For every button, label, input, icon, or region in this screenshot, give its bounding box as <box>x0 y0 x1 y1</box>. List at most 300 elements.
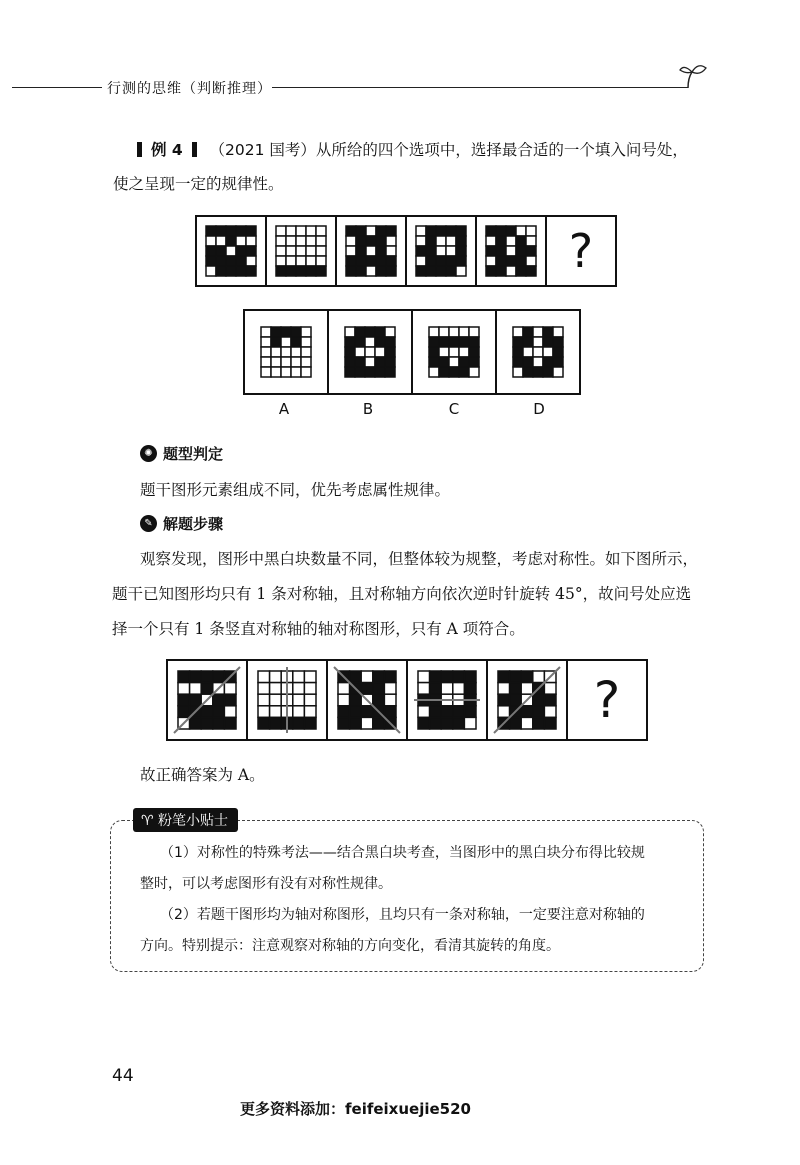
grid-block <box>346 236 356 246</box>
grid-block <box>464 683 476 695</box>
grid-block <box>506 246 516 256</box>
grid-block <box>226 226 236 236</box>
grid-block <box>543 327 553 337</box>
grid-block <box>533 706 545 718</box>
grid-block <box>270 706 282 718</box>
tips-p2-line1: （2）若题干图形均为轴对称图形，且均只有一条对称轴，一定要注意对称轴的 <box>160 907 645 923</box>
grid-block <box>510 717 522 729</box>
grid-block <box>373 683 385 695</box>
grid-block <box>533 327 543 337</box>
question-figure-2 <box>265 215 337 287</box>
grid-block <box>291 357 301 367</box>
example-bar-right <box>192 142 197 157</box>
grid-block <box>526 246 536 256</box>
grid-block <box>271 357 281 367</box>
grid-block <box>516 236 526 246</box>
grid-block <box>365 367 375 377</box>
steps-line1: 观察发现，图形中黑白块数量不同，但整体较为规整，考虑对称性。如下图所示， <box>140 550 699 568</box>
grid-block <box>286 226 296 236</box>
question-figure-grid <box>410 220 472 282</box>
grid-block <box>526 236 536 246</box>
grid-block <box>516 256 526 266</box>
grid-block <box>261 327 271 337</box>
grid-block <box>226 246 236 256</box>
grid-block <box>206 236 216 246</box>
grid-block <box>355 347 365 357</box>
grid-block <box>384 683 396 695</box>
grid-block <box>291 367 301 377</box>
grid-block <box>355 337 365 347</box>
grid-block <box>361 706 373 718</box>
grid-block <box>464 717 476 729</box>
grid-block <box>296 226 306 236</box>
grid-block <box>226 266 236 276</box>
grid-block <box>226 236 236 246</box>
solution-figure-4 <box>406 659 488 741</box>
grid-block <box>449 367 459 377</box>
grid-block <box>429 367 439 377</box>
grid-block <box>216 226 226 236</box>
grid-block <box>544 717 556 729</box>
grid-block <box>456 236 466 246</box>
grid-block <box>346 266 356 276</box>
question-mark: ? <box>593 671 621 729</box>
question-figure-grid <box>200 220 262 282</box>
grid-block <box>350 694 362 706</box>
grid-block <box>365 347 375 357</box>
grid-block <box>261 367 271 377</box>
grid-block <box>430 706 442 718</box>
section-steps-title <box>140 513 223 534</box>
grid-block <box>544 706 556 718</box>
grid-block <box>386 246 396 256</box>
grid-block <box>506 226 516 236</box>
grid-block <box>338 706 350 718</box>
grid-block <box>469 327 479 337</box>
grid-block <box>356 266 366 276</box>
solution-figure-grid <box>332 665 402 735</box>
grid-block <box>338 694 350 706</box>
grid-block <box>293 683 305 695</box>
grid-block <box>365 327 375 337</box>
grid-block <box>429 357 439 367</box>
grid-block <box>543 357 553 367</box>
grid-block <box>316 226 326 236</box>
grid-block <box>449 347 459 357</box>
grid-block <box>516 226 526 236</box>
grid-block <box>246 266 256 276</box>
grid-block <box>506 266 516 276</box>
grid-block <box>296 246 306 256</box>
grid-block <box>446 226 456 236</box>
grid-block <box>366 266 376 276</box>
grid-block <box>345 347 355 357</box>
grid-block <box>375 327 385 337</box>
grid-block <box>236 266 246 276</box>
grid-block <box>216 246 226 256</box>
section-steps-label: 解题步骤 <box>163 515 224 533</box>
tips-p2-line2: 方向。特别提示：注意观察对称轴的方向变化，看清其旋转的角度。 <box>140 938 560 954</box>
grid-block <box>178 671 190 683</box>
answer-line: 故正确答案为 A。 <box>140 766 265 784</box>
grid-block <box>441 706 453 718</box>
option-label-b: B <box>362 400 374 418</box>
grid-block <box>553 337 563 347</box>
tips-tag-label: 粉笔小贴士 <box>158 813 229 829</box>
grid-block <box>376 236 386 246</box>
grid-block <box>316 256 326 266</box>
grid-block <box>178 694 190 706</box>
grid-block <box>543 367 553 377</box>
grid-block <box>523 367 533 377</box>
grid-block <box>270 671 282 683</box>
grid-block <box>376 246 386 256</box>
question-figure-strip <box>197 215 617 287</box>
grid-block <box>361 671 373 683</box>
grid-block <box>304 683 316 695</box>
grid-block <box>281 337 291 347</box>
grid-block <box>426 226 436 236</box>
grid-block <box>350 717 362 729</box>
grid-block <box>366 256 376 266</box>
steps-line3: 择一个只有 1 条竖直对称轴的轴对称图形，只有 A 项符合。 <box>112 620 525 638</box>
grid-block <box>510 671 522 683</box>
example-question-line2: 使之呈现一定的规律性。 <box>113 175 284 193</box>
question-figure-1 <box>195 215 267 287</box>
grid-block <box>510 683 522 695</box>
grid-block <box>258 671 270 683</box>
question-figure-grid <box>340 220 402 282</box>
option-figure-grid <box>423 321 485 383</box>
steps-line2: 题干已知图形均只有 1 条对称轴，且对称轴方向依次逆时针旋转 45°，故问号处应选 <box>112 585 692 603</box>
grid-block <box>464 706 476 718</box>
grid-block <box>449 327 459 337</box>
grid-block <box>498 694 510 706</box>
grid-block <box>506 236 516 246</box>
grid-block <box>261 357 271 367</box>
grid-block <box>510 694 522 706</box>
grid-block <box>286 246 296 256</box>
grid-block <box>296 256 306 266</box>
grid-block <box>446 246 456 256</box>
option-figure-c <box>411 309 497 395</box>
grid-block <box>258 706 270 718</box>
section-type-text: 题干图形元素组成不同，优先考虑属性规律。 <box>140 481 451 499</box>
grid-block <box>291 337 301 347</box>
grid-block <box>206 246 216 256</box>
solution-figure-1 <box>166 659 248 741</box>
grid-block <box>345 357 355 367</box>
grid-block <box>190 717 202 729</box>
grid-block <box>446 256 456 266</box>
grid-block <box>441 683 453 695</box>
question-figure-4 <box>405 215 477 287</box>
grid-block <box>350 706 362 718</box>
grid-block <box>301 357 311 367</box>
grid-block <box>430 717 442 729</box>
question-mark-cell <box>566 659 648 741</box>
grid-block <box>385 367 395 377</box>
grid-block <box>201 683 213 695</box>
grid-block <box>306 256 316 266</box>
grid-block <box>306 226 316 236</box>
grid-block <box>375 357 385 367</box>
grid-block <box>301 347 311 357</box>
grid-block <box>439 337 449 347</box>
grid-block <box>513 357 523 367</box>
grid-block <box>355 367 365 377</box>
grid-block <box>375 337 385 347</box>
grid-block <box>365 357 375 367</box>
grid-block <box>304 694 316 706</box>
grid-block <box>366 226 376 236</box>
section-type-title <box>140 443 223 464</box>
grid-block <box>376 226 386 236</box>
grid-block <box>513 327 523 337</box>
grid-block <box>281 327 291 337</box>
grid-block <box>523 337 533 347</box>
grid-block <box>523 347 533 357</box>
grid-block <box>216 236 226 246</box>
grid-block <box>506 256 516 266</box>
grid-block <box>464 671 476 683</box>
grid-block <box>213 671 225 683</box>
grid-block <box>346 226 356 236</box>
question-figure-5 <box>475 215 547 287</box>
grid-block <box>426 266 436 276</box>
grid-block <box>469 347 479 357</box>
grid-block <box>453 717 465 729</box>
grid-block <box>436 246 446 256</box>
example-question-line1: 从所给的四个选项中，选择最合适的一个填入问号处， <box>315 141 688 159</box>
grid-block <box>496 266 506 276</box>
solution-figure-grid <box>172 665 242 735</box>
grid-block <box>439 367 449 377</box>
grid-block <box>513 347 523 357</box>
grid-block <box>301 367 311 377</box>
grid-block <box>496 256 506 266</box>
grid-block <box>486 266 496 276</box>
question-figure-grid <box>480 220 542 282</box>
grid-block <box>416 236 426 246</box>
grid-block <box>304 717 316 729</box>
grid-block <box>373 671 385 683</box>
grid-block <box>291 327 301 337</box>
grid-block <box>201 671 213 683</box>
grid-block <box>206 256 216 266</box>
grid-block <box>533 337 543 347</box>
grid-block <box>276 226 286 236</box>
grid-block <box>453 706 465 718</box>
grid-block <box>236 226 246 236</box>
grid-block <box>526 266 536 276</box>
grid-block <box>436 226 446 236</box>
grid-block <box>316 246 326 256</box>
sprout-icon <box>678 62 708 90</box>
grid-block <box>271 367 281 377</box>
grid-block <box>513 367 523 377</box>
grid-block <box>216 256 226 266</box>
grid-block <box>429 347 439 357</box>
grid-block <box>533 347 543 357</box>
running-header-title: 行测的思维（判断推理） <box>107 81 272 97</box>
grid-block <box>271 337 281 347</box>
grid-block <box>261 347 271 357</box>
grid-block <box>356 236 366 246</box>
grid-block <box>456 226 466 236</box>
grid-block <box>439 357 449 367</box>
grid-block <box>521 706 533 718</box>
question-figure-grid <box>270 220 332 282</box>
grid-block <box>385 327 395 337</box>
grid-block <box>486 246 496 256</box>
option-figure-a <box>243 309 329 395</box>
grid-block <box>553 347 563 357</box>
grid-block <box>486 226 496 236</box>
grid-block <box>516 246 526 256</box>
grid-block <box>416 246 426 256</box>
grid-block <box>178 683 190 695</box>
grid-block <box>446 266 456 276</box>
grid-block <box>486 236 496 246</box>
question-figure-3 <box>335 215 407 287</box>
grid-block <box>385 337 395 347</box>
grid-block <box>246 256 256 266</box>
grid-block <box>356 256 366 266</box>
grid-block <box>441 671 453 683</box>
grid-block <box>206 266 216 276</box>
grid-block <box>418 706 430 718</box>
grid-block <box>356 226 366 236</box>
grid-block <box>521 717 533 729</box>
grid-block <box>446 236 456 246</box>
grid-block <box>338 717 350 729</box>
section-type-label: 题型判定 <box>163 445 224 463</box>
grid-block <box>526 256 536 266</box>
grid-block <box>304 706 316 718</box>
grid-block <box>418 717 430 729</box>
grid-block <box>293 717 305 729</box>
grid-block <box>416 226 426 236</box>
grid-block <box>456 246 466 256</box>
grid-block <box>361 683 373 695</box>
grid-block <box>375 367 385 377</box>
option-label-a: A <box>278 400 290 418</box>
grid-block <box>436 266 446 276</box>
grid-block <box>429 337 439 347</box>
options-figure-strip <box>245 309 581 395</box>
grid-block <box>224 717 236 729</box>
grid-block <box>306 246 316 256</box>
grid-block <box>498 683 510 695</box>
grid-block <box>373 694 385 706</box>
tips-p1-line2: 整时，可以考虑图形有没有对称性规律。 <box>140 876 392 892</box>
grid-block <box>384 694 396 706</box>
grid-block <box>246 236 256 246</box>
grid-block <box>376 266 386 276</box>
grid-block <box>386 256 396 266</box>
header-rule-right <box>272 87 688 88</box>
bulb-icon: ✺ <box>140 445 157 462</box>
grid-block <box>206 226 216 236</box>
page-number: 44 <box>112 1066 134 1086</box>
grid-block <box>459 347 469 357</box>
grid-block <box>338 683 350 695</box>
footer-contact: 更多资料添加：feifeixuejie520 <box>240 1100 471 1118</box>
solution-figure-2 <box>246 659 328 741</box>
grid-block <box>366 246 376 256</box>
grid-block <box>376 256 386 266</box>
grid-block <box>246 246 256 256</box>
grid-block <box>436 236 446 246</box>
option-figure-d <box>495 309 581 395</box>
option-label-d: D <box>533 400 545 418</box>
grid-block <box>355 327 365 337</box>
grid-block <box>375 347 385 357</box>
grid-block <box>426 246 436 256</box>
grid-block <box>453 683 465 695</box>
grid-block <box>365 337 375 347</box>
grid-block <box>426 236 436 246</box>
grid-block <box>246 226 256 236</box>
grid-block <box>201 717 213 729</box>
tips-p1-line1: （1）对称性的特殊考法——结合黑白块考查，当图形中的黑白块分布得比较规 <box>160 845 645 861</box>
grid-block <box>281 367 291 377</box>
example-question <box>137 133 717 167</box>
grid-block <box>416 256 426 266</box>
grid-block <box>516 266 526 276</box>
grid-block <box>270 683 282 695</box>
grid-block <box>439 327 449 337</box>
grid-block <box>213 706 225 718</box>
grid-block <box>496 236 506 246</box>
grid-block <box>346 246 356 256</box>
grid-block <box>281 347 291 357</box>
option-figure-grid <box>339 321 401 383</box>
question-mark: ? <box>568 224 594 278</box>
grid-block <box>441 717 453 729</box>
grid-block <box>386 226 396 236</box>
grid-block <box>498 671 510 683</box>
grid-block <box>236 236 246 246</box>
grid-block <box>276 266 286 276</box>
grid-block <box>469 357 479 367</box>
pencil-icon: ✎ <box>140 515 157 532</box>
grid-block <box>306 266 316 276</box>
grid-block <box>436 256 446 266</box>
grid-block <box>296 266 306 276</box>
grid-block <box>224 683 236 695</box>
grid-block <box>276 236 286 246</box>
grid-block <box>356 246 366 256</box>
grid-block <box>386 266 396 276</box>
grid-block <box>345 327 355 337</box>
grid-block <box>190 683 202 695</box>
option-label-c: C <box>448 400 460 418</box>
grid-block <box>469 367 479 377</box>
grid-block <box>385 357 395 367</box>
grid-block <box>459 357 469 367</box>
grid-block <box>456 266 466 276</box>
grid-block <box>213 717 225 729</box>
grid-block <box>459 327 469 337</box>
grid-block <box>224 694 236 706</box>
grid-block <box>316 236 326 246</box>
grid-block <box>350 671 362 683</box>
grid-block <box>366 236 376 246</box>
grid-block <box>533 717 545 729</box>
grid-block <box>544 683 556 695</box>
